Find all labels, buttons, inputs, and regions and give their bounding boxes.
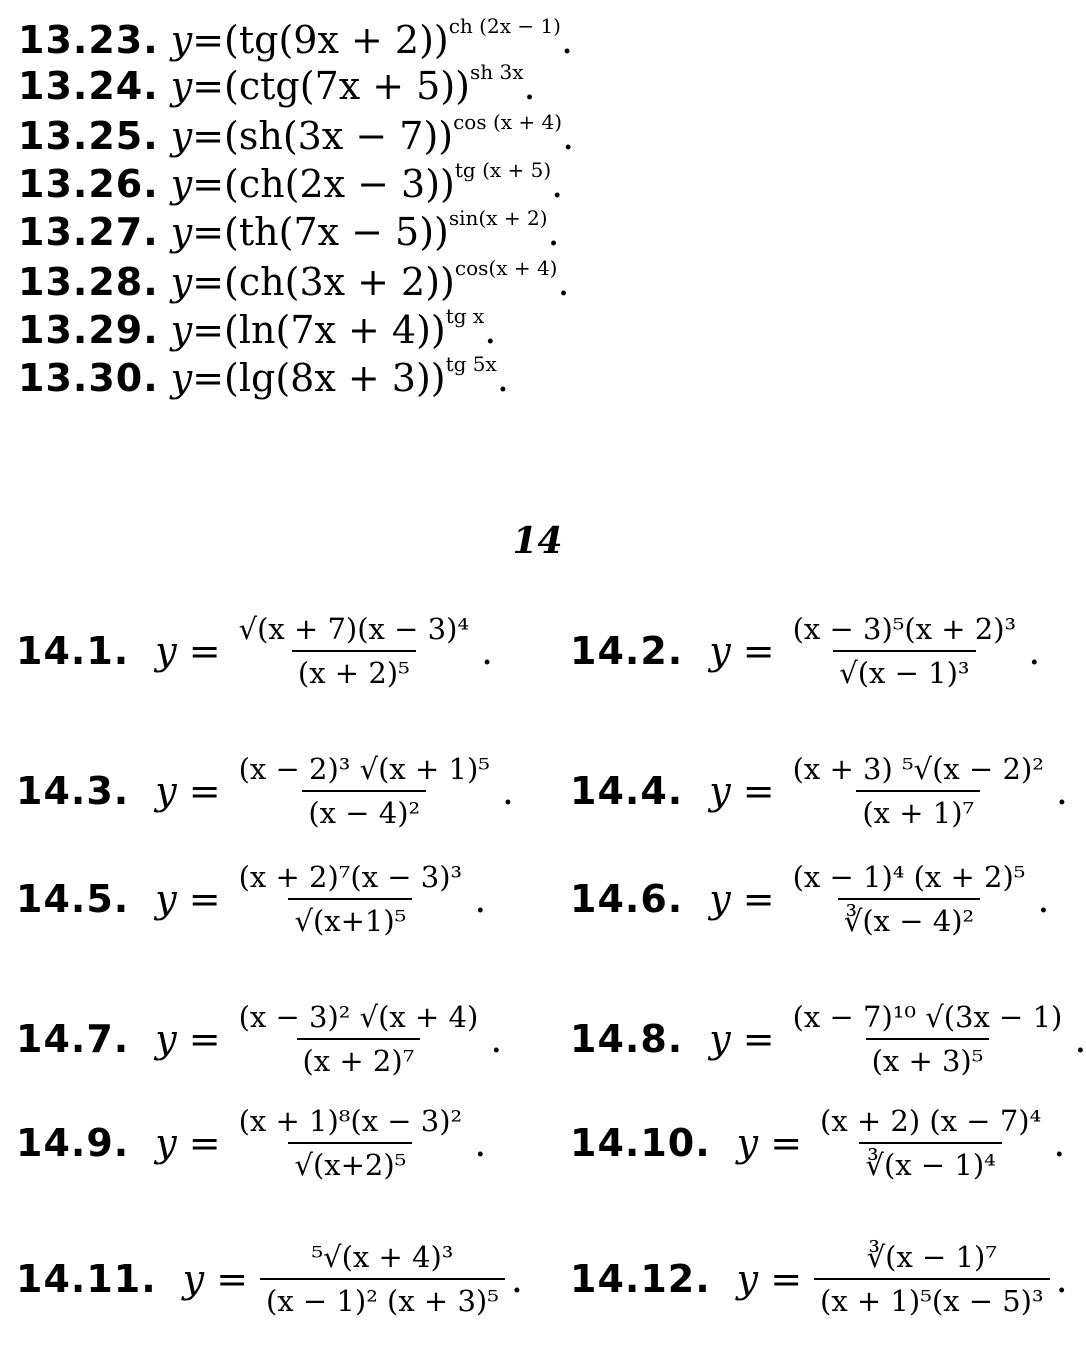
end: . (1055, 1257, 1068, 1301)
denominator: (x + 2)⁷ (297, 1038, 421, 1078)
end: . (560, 18, 574, 62)
exponent: sin(x + 2) (448, 206, 548, 230)
end: . (551, 162, 564, 206)
exercise-14-12 (570, 1240, 1068, 1318)
base: =(ch(3x + 2)) (192, 260, 455, 304)
base: =(ln(7x + 4)) (192, 308, 446, 352)
denominator: √(x+1)⁵ (288, 898, 412, 938)
numerator: (x − 3)² √(x + 4) (238, 1000, 479, 1034)
exercise-number: 13.30. (18, 356, 159, 400)
exercise-number: 14.10. (570, 1121, 711, 1165)
numerator: (x − 3)⁵(x + 2)³ (792, 612, 1017, 646)
exponent: tg (x + 5) (454, 158, 552, 182)
exercise-14-10 (570, 1104, 1065, 1182)
fraction (787, 612, 1023, 690)
denominator: ∛(x − 4)² (838, 898, 980, 938)
exercise-14-9 (16, 1104, 486, 1182)
exercise-number: 13.23. (18, 18, 159, 62)
end: . (547, 210, 560, 254)
exercise-14-6 (570, 860, 1050, 938)
fraction (787, 860, 1032, 938)
lhs: y = (709, 629, 775, 673)
lhs: y = (155, 769, 221, 813)
fraction (233, 1000, 485, 1078)
numerator: ∛(x − 1)⁷ (866, 1240, 997, 1274)
lhs: y (170, 260, 193, 304)
exercise-number: 13.27. (18, 210, 159, 254)
denominator: (x + 1)⁷ (856, 790, 980, 830)
fraction (260, 1240, 505, 1318)
exponent: ch (2x − 1) (448, 14, 561, 38)
end: . (501, 769, 514, 813)
exercise-number: 13.28. (18, 260, 159, 304)
exercise-number: 13.29. (18, 308, 159, 352)
lhs: y (170, 210, 193, 254)
end: . (562, 114, 575, 158)
exercise-number: 14.7. (16, 1017, 130, 1061)
end: . (496, 356, 509, 400)
end: . (1037, 877, 1050, 921)
exercise-number: 14.4. (570, 769, 684, 813)
end: . (523, 64, 536, 108)
end: . (484, 308, 497, 352)
lhs: y (170, 162, 193, 206)
exercise-number: 14.6. (570, 877, 684, 921)
exercise-number: 14.2. (570, 629, 684, 673)
exercise-number: 13.26. (18, 162, 159, 206)
lhs: y (170, 356, 193, 400)
denominator: (x − 1)² (x + 3)⁵ (260, 1278, 505, 1318)
exercise-number: 14.12. (570, 1257, 711, 1301)
base: =(tg(9x + 2)) (192, 18, 449, 62)
denominator: (x + 1)⁵(x − 5)³ (814, 1278, 1050, 1318)
exercise-number: 14.9. (16, 1121, 130, 1165)
numerator: ⁵√(x + 4)³ (311, 1240, 454, 1274)
fraction (787, 1000, 1069, 1078)
exercise-number: 13.25. (18, 114, 159, 158)
lhs: y = (155, 877, 221, 921)
exercise-13-30 (18, 342, 509, 400)
numerator: (x + 1)⁸(x − 3)² (238, 1104, 463, 1138)
lhs: y = (709, 769, 775, 813)
fraction (814, 1240, 1050, 1318)
lhs: y = (736, 1121, 803, 1165)
end: . (474, 877, 487, 921)
lhs: y = (736, 1257, 803, 1301)
denominator: (x + 3)⁵ (866, 1038, 990, 1078)
lhs: y (170, 114, 193, 158)
fraction (233, 612, 475, 690)
lhs: y = (155, 1121, 221, 1165)
fraction (233, 860, 469, 938)
end: . (474, 1121, 487, 1165)
exercise-number: 14.5. (16, 877, 130, 921)
lhs: y = (709, 877, 775, 921)
lhs: y = (155, 1017, 221, 1061)
exercise-14-4 (570, 752, 1068, 830)
exponent: cos (x + 4) (453, 110, 563, 134)
section-heading: 14 (512, 520, 563, 562)
base: =(ch(2x − 3)) (192, 162, 455, 206)
denominator: √(x − 1)³ (833, 650, 975, 690)
numerator: (x − 7)¹⁰ √(3x − 1) (792, 1000, 1063, 1034)
fraction (814, 1104, 1047, 1182)
lhs: y (170, 308, 193, 352)
exercise-14-5 (16, 860, 486, 938)
exercise-14-2 (570, 612, 1040, 690)
exercise-14-8 (570, 1000, 1086, 1078)
lhs: y (170, 18, 193, 62)
numerator: (x + 3) ⁵√(x − 2)² (792, 752, 1044, 786)
lhs: y = (182, 1257, 249, 1301)
end: . (510, 1257, 523, 1301)
exponent: tg x (445, 304, 485, 328)
exercise-number: 13.24. (18, 64, 159, 108)
exercise-number: 14.11. (16, 1257, 157, 1301)
denominator: √(x+2)⁵ (288, 1142, 412, 1182)
end: . (1028, 629, 1041, 673)
denominator: ∛(x − 1)⁴ (859, 1142, 1001, 1182)
exercise-14-3 (16, 752, 514, 830)
numerator: (x + 2) (x − 7)⁴ (820, 1104, 1042, 1138)
lhs: y = (155, 629, 221, 673)
lhs: y = (709, 1017, 775, 1061)
exercise-14-11 (16, 1240, 523, 1318)
end: . (490, 1017, 503, 1061)
base: =(sh(3x − 7)) (192, 114, 454, 158)
end: . (557, 260, 570, 304)
exponent: tg 5x (445, 352, 497, 376)
base: =(ctg(7x + 5)) (192, 64, 471, 108)
exercise-14-7 (16, 1000, 502, 1078)
fraction (233, 1104, 469, 1182)
numerator: (x + 2)⁷(x − 3)³ (238, 860, 463, 894)
exercise-14-1 (16, 612, 493, 690)
exponent: sh 3x (470, 60, 524, 84)
end: . (1053, 1121, 1066, 1165)
denominator: (x − 4)² (302, 790, 426, 830)
numerator: √(x + 7)(x − 3)⁴ (238, 612, 470, 646)
base: =(th(7x − 5)) (192, 210, 449, 254)
fraction (233, 752, 496, 830)
exercise-number: 14.3. (16, 769, 130, 813)
base: =(lg(8x + 3)) (192, 356, 446, 400)
end: . (481, 629, 494, 673)
exercise-number: 14.8. (570, 1017, 684, 1061)
end: . (1055, 769, 1068, 813)
lhs: y (170, 64, 193, 108)
fraction (787, 752, 1050, 830)
end: . (1074, 1017, 1086, 1061)
exponent: cos(x + 4) (454, 256, 558, 280)
exercise-number: 14.1. (16, 629, 130, 673)
denominator: (x + 2)⁵ (292, 650, 416, 690)
numerator: (x − 1)⁴ (x + 2)⁵ (792, 860, 1026, 894)
numerator: (x − 2)³ √(x + 1)⁵ (238, 752, 490, 786)
